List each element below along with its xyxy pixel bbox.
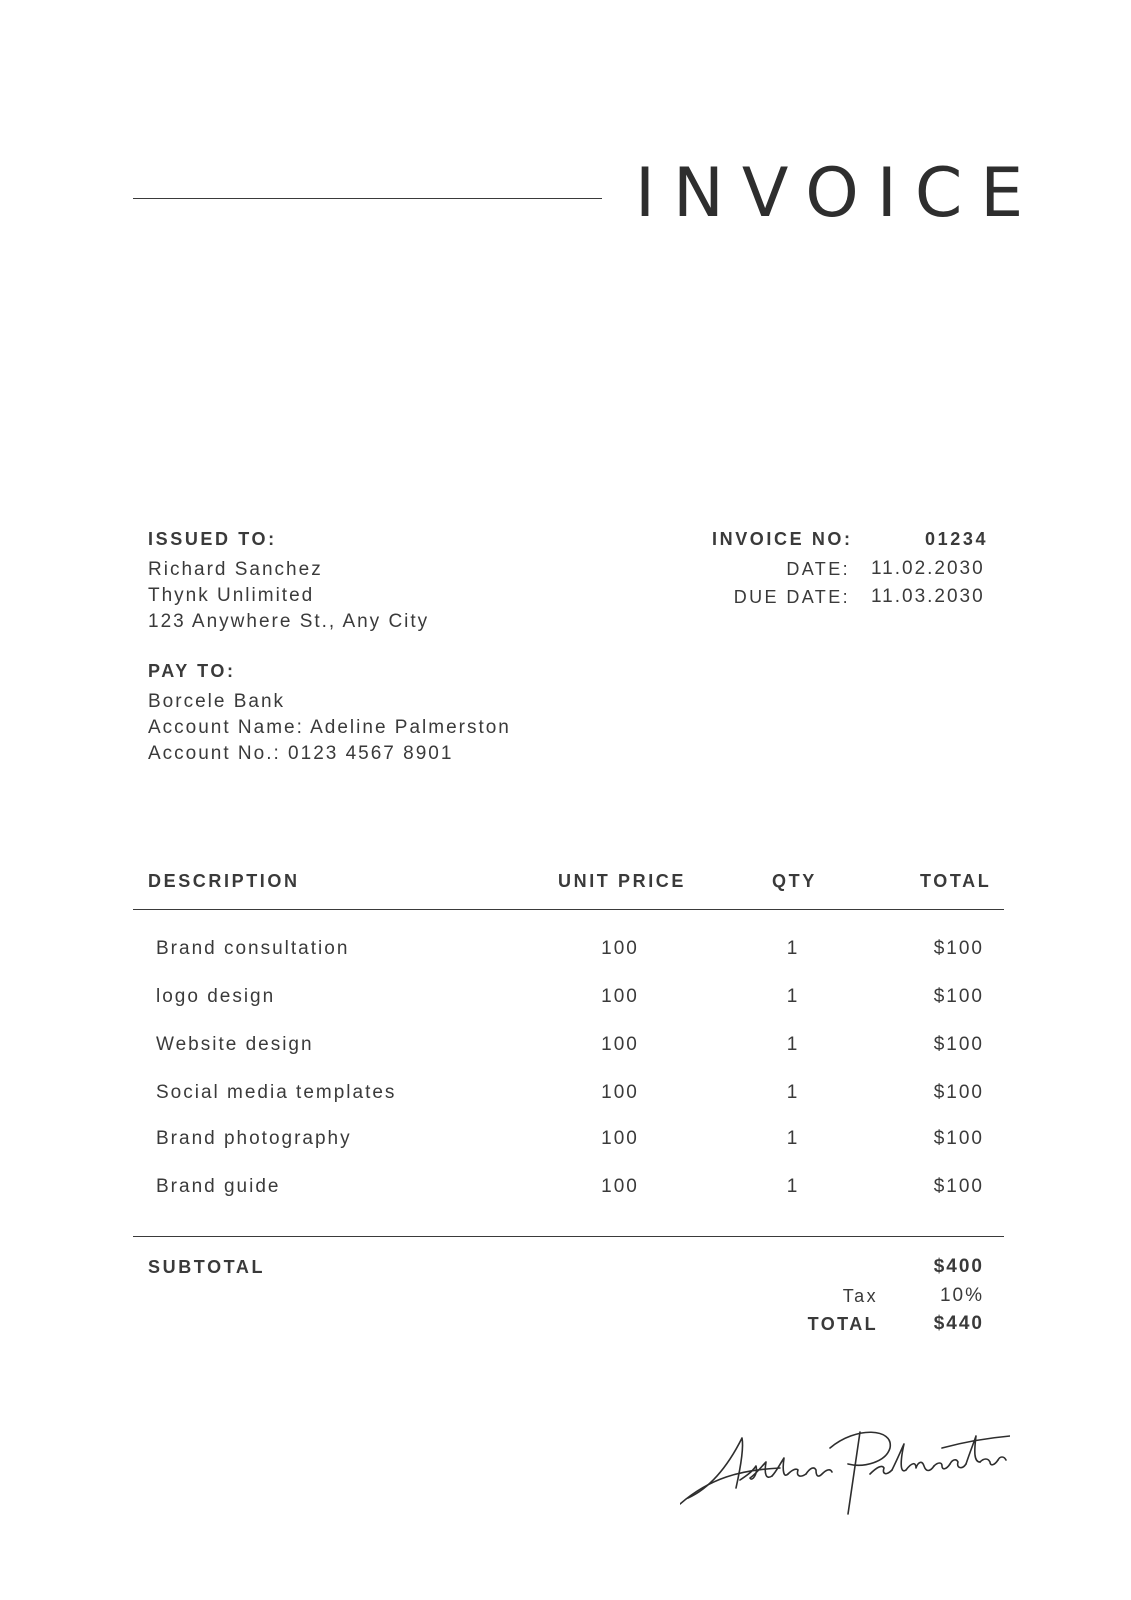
- invoice-no-value: 01234: [925, 529, 989, 549]
- pay-to-label: PAY TO:: [148, 661, 236, 681]
- row-qty: 1: [786, 1176, 800, 1197]
- row-unit-price: 100: [601, 1128, 639, 1149]
- pay-to-bank: Borcele Bank: [148, 691, 286, 712]
- subtotal-label: SUBTOTAL: [148, 1257, 266, 1277]
- row-qty: 1: [786, 1128, 800, 1149]
- date-value: 11.02.2030: [871, 558, 985, 579]
- row-description: Social media templates: [156, 1082, 397, 1103]
- issued-to-address: 123 Anywhere St., Any City: [148, 611, 430, 632]
- signature: [680, 1418, 1010, 1528]
- total-value: $440: [933, 1313, 984, 1334]
- row-total: $100: [933, 1082, 984, 1103]
- table-footer-divider: [133, 1236, 1004, 1237]
- row-unit-price: 100: [601, 1176, 639, 1197]
- column-header-description: DESCRIPTION: [148, 871, 300, 891]
- column-header-qty: QTY: [772, 871, 817, 891]
- row-unit-price: 100: [601, 1082, 639, 1103]
- row-description: Brand consultation: [156, 938, 350, 959]
- row-description: Brand guide: [156, 1176, 281, 1197]
- due-date-value: 11.03.2030: [871, 586, 985, 607]
- row-description: Brand photography: [156, 1128, 352, 1149]
- table-header-divider: [133, 909, 1004, 910]
- row-qty: 1: [786, 1034, 800, 1055]
- issued-to-company: Thynk Unlimited: [148, 585, 315, 606]
- row-unit-price: 100: [601, 986, 639, 1007]
- tax-value: 10%: [939, 1285, 984, 1306]
- subtotal-value: $400: [933, 1256, 984, 1277]
- row-description: Website design: [156, 1034, 314, 1055]
- date-label: DATE:: [786, 559, 850, 579]
- total-label: TOTAL: [807, 1314, 878, 1334]
- row-total: $100: [933, 1176, 984, 1197]
- row-unit-price: 100: [601, 1034, 639, 1055]
- column-header-total: TOTAL: [920, 871, 992, 891]
- issued-to-name: Richard Sanchez: [148, 559, 323, 580]
- issued-to-label: ISSUED TO:: [148, 529, 277, 549]
- row-total: $100: [933, 938, 984, 959]
- tax-label: Tax: [842, 1286, 878, 1306]
- page-title: INVOICE: [635, 154, 1042, 233]
- row-description: logo design: [156, 986, 276, 1007]
- row-qty: 1: [786, 1082, 800, 1103]
- column-header-unit-price: UNIT PRICE: [558, 871, 687, 891]
- invoice-no-label: INVOICE NO:: [712, 529, 853, 549]
- row-total: $100: [933, 986, 984, 1007]
- header-divider: [133, 198, 602, 199]
- row-qty: 1: [786, 938, 800, 959]
- row-total: $100: [933, 1034, 984, 1055]
- due-date-label: DUE DATE:: [733, 587, 850, 607]
- pay-to-account-name: Account Name: Adeline Palmerston: [148, 717, 511, 738]
- row-unit-price: 100: [601, 938, 639, 959]
- pay-to-account-number: Account No.: 0123 4567 8901: [148, 743, 454, 764]
- row-total: $100: [933, 1128, 984, 1149]
- row-qty: 1: [786, 986, 800, 1007]
